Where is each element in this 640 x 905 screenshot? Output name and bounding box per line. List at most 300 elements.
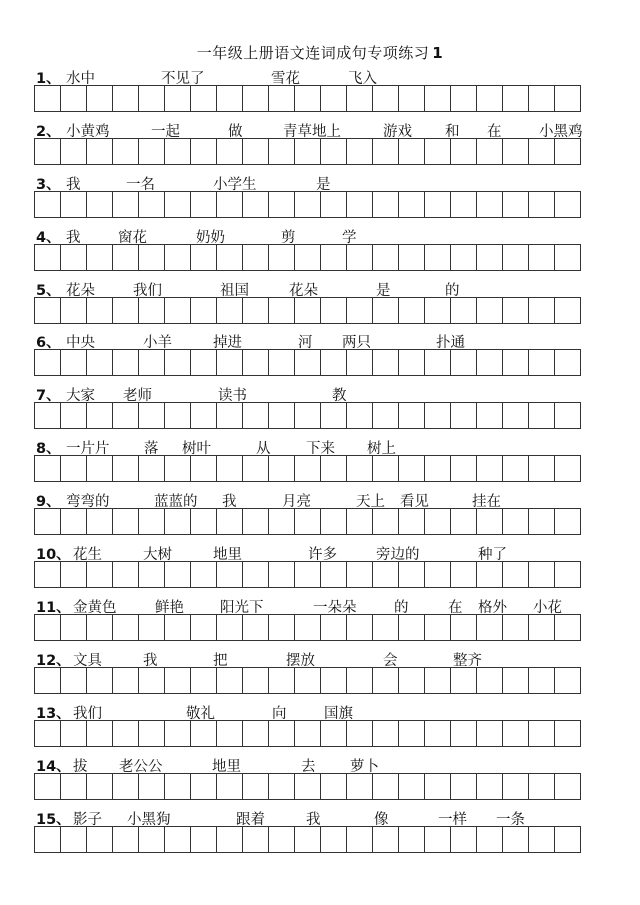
answer-cell[interactable] — [34, 191, 61, 218]
answer-cell[interactable] — [372, 138, 399, 165]
answer-cell[interactable] — [242, 561, 269, 588]
answer-cell[interactable] — [554, 773, 581, 800]
answer-cell[interactable] — [398, 614, 425, 641]
answer-cell[interactable] — [502, 773, 529, 800]
answer-cell[interactable] — [554, 667, 581, 694]
answer-cell[interactable] — [320, 349, 347, 376]
answer-cell[interactable] — [190, 349, 217, 376]
answer-cell[interactable] — [60, 773, 87, 800]
answer-cell[interactable] — [320, 720, 347, 747]
answer-cell[interactable] — [424, 244, 451, 271]
answer-cell[interactable] — [60, 667, 87, 694]
answer-cell[interactable] — [476, 508, 503, 535]
answer-cell[interactable] — [372, 561, 399, 588]
answer-cell[interactable] — [320, 297, 347, 324]
answer-cell[interactable] — [554, 244, 581, 271]
answer-cell[interactable] — [320, 244, 347, 271]
answer-cell[interactable] — [242, 826, 269, 853]
answer-cell[interactable] — [476, 773, 503, 800]
answer-cell[interactable] — [294, 297, 321, 324]
answer-grid[interactable] — [34, 402, 580, 429]
answer-cell[interactable] — [476, 561, 503, 588]
answer-cell[interactable] — [476, 138, 503, 165]
answer-cell[interactable] — [216, 349, 243, 376]
answer-cell[interactable] — [242, 455, 269, 482]
answer-cell[interactable] — [502, 508, 529, 535]
answer-grid[interactable] — [34, 244, 580, 271]
answer-cell[interactable] — [476, 349, 503, 376]
answer-grid[interactable] — [34, 826, 580, 853]
answer-cell[interactable] — [372, 614, 399, 641]
answer-cell[interactable] — [528, 826, 555, 853]
answer-cell[interactable] — [346, 667, 373, 694]
answer-cell[interactable] — [112, 614, 139, 641]
answer-cell[interactable] — [138, 826, 165, 853]
answer-cell[interactable] — [294, 667, 321, 694]
answer-cell[interactable] — [268, 85, 295, 112]
answer-cell[interactable] — [320, 85, 347, 112]
answer-cell[interactable] — [164, 85, 191, 112]
answer-cell[interactable] — [398, 667, 425, 694]
answer-cell[interactable] — [60, 614, 87, 641]
answer-cell[interactable] — [112, 773, 139, 800]
answer-cell[interactable] — [346, 720, 373, 747]
answer-cell[interactable] — [112, 667, 139, 694]
answer-cell[interactable] — [86, 826, 113, 853]
answer-cell[interactable] — [372, 349, 399, 376]
answer-cell[interactable] — [112, 508, 139, 535]
answer-cell[interactable] — [554, 826, 581, 853]
answer-cell[interactable] — [86, 402, 113, 429]
answer-cell[interactable] — [450, 85, 477, 112]
answer-cell[interactable] — [164, 508, 191, 535]
answer-grid[interactable] — [34, 349, 580, 376]
answer-cell[interactable] — [554, 614, 581, 641]
answer-cell[interactable] — [112, 402, 139, 429]
answer-cell[interactable] — [502, 614, 529, 641]
answer-cell[interactable] — [554, 191, 581, 218]
answer-cell[interactable] — [398, 720, 425, 747]
answer-cell[interactable] — [372, 297, 399, 324]
answer-cell[interactable] — [424, 667, 451, 694]
answer-cell[interactable] — [164, 191, 191, 218]
answer-cell[interactable] — [450, 773, 477, 800]
answer-cell[interactable] — [294, 244, 321, 271]
answer-cell[interactable] — [450, 402, 477, 429]
answer-cell[interactable] — [502, 349, 529, 376]
answer-cell[interactable] — [294, 455, 321, 482]
answer-cell[interactable] — [424, 826, 451, 853]
answer-cell[interactable] — [554, 508, 581, 535]
answer-cell[interactable] — [554, 402, 581, 429]
answer-cell[interactable] — [268, 138, 295, 165]
answer-cell[interactable] — [86, 297, 113, 324]
answer-cell[interactable] — [242, 349, 269, 376]
answer-cell[interactable] — [450, 720, 477, 747]
answer-cell[interactable] — [528, 402, 555, 429]
answer-cell[interactable] — [346, 138, 373, 165]
answer-cell[interactable] — [398, 455, 425, 482]
answer-cell[interactable] — [372, 508, 399, 535]
answer-cell[interactable] — [112, 85, 139, 112]
answer-cell[interactable] — [242, 138, 269, 165]
answer-cell[interactable] — [528, 773, 555, 800]
answer-cell[interactable] — [424, 349, 451, 376]
answer-cell[interactable] — [86, 773, 113, 800]
answer-cell[interactable] — [60, 138, 87, 165]
answer-cell[interactable] — [190, 138, 217, 165]
answer-cell[interactable] — [138, 191, 165, 218]
answer-cell[interactable] — [346, 297, 373, 324]
answer-cell[interactable] — [268, 614, 295, 641]
answer-cell[interactable] — [398, 349, 425, 376]
answer-cell[interactable] — [320, 402, 347, 429]
answer-cell[interactable] — [372, 85, 399, 112]
answer-cell[interactable] — [294, 720, 321, 747]
answer-cell[interactable] — [190, 402, 217, 429]
answer-cell[interactable] — [294, 773, 321, 800]
answer-cell[interactable] — [268, 191, 295, 218]
answer-cell[interactable] — [528, 191, 555, 218]
answer-cell[interactable] — [372, 720, 399, 747]
answer-cell[interactable] — [60, 455, 87, 482]
answer-cell[interactable] — [138, 402, 165, 429]
answer-cell[interactable] — [268, 773, 295, 800]
answer-cell[interactable] — [34, 244, 61, 271]
answer-grid[interactable] — [34, 773, 580, 800]
answer-cell[interactable] — [528, 455, 555, 482]
answer-cell[interactable] — [242, 191, 269, 218]
answer-cell[interactable] — [320, 667, 347, 694]
answer-cell[interactable] — [242, 614, 269, 641]
answer-cell[interactable] — [320, 138, 347, 165]
answer-cell[interactable] — [216, 561, 243, 588]
answer-cell[interactable] — [450, 614, 477, 641]
answer-cell[interactable] — [502, 138, 529, 165]
answer-cell[interactable] — [320, 561, 347, 588]
answer-cell[interactable] — [554, 85, 581, 112]
answer-cell[interactable] — [528, 349, 555, 376]
answer-cell[interactable] — [86, 508, 113, 535]
answer-cell[interactable] — [528, 508, 555, 535]
answer-cell[interactable] — [86, 349, 113, 376]
answer-cell[interactable] — [138, 614, 165, 641]
answer-cell[interactable] — [346, 402, 373, 429]
answer-cell[interactable] — [242, 402, 269, 429]
answer-cell[interactable] — [424, 455, 451, 482]
answer-cell[interactable] — [242, 773, 269, 800]
answer-cell[interactable] — [450, 349, 477, 376]
answer-cell[interactable] — [190, 85, 217, 112]
answer-cell[interactable] — [346, 561, 373, 588]
answer-cell[interactable] — [372, 191, 399, 218]
answer-cell[interactable] — [242, 297, 269, 324]
answer-cell[interactable] — [398, 85, 425, 112]
answer-cell[interactable] — [138, 297, 165, 324]
answer-cell[interactable] — [294, 508, 321, 535]
answer-cell[interactable] — [216, 667, 243, 694]
answer-cell[interactable] — [190, 455, 217, 482]
answer-cell[interactable] — [528, 614, 555, 641]
answer-cell[interactable] — [424, 720, 451, 747]
answer-cell[interactable] — [476, 85, 503, 112]
answer-cell[interactable] — [476, 244, 503, 271]
answer-cell[interactable] — [112, 297, 139, 324]
answer-cell[interactable] — [476, 720, 503, 747]
answer-cell[interactable] — [294, 138, 321, 165]
answer-cell[interactable] — [242, 667, 269, 694]
answer-cell[interactable] — [164, 402, 191, 429]
answer-cell[interactable] — [398, 561, 425, 588]
answer-cell[interactable] — [320, 614, 347, 641]
answer-cell[interactable] — [34, 720, 61, 747]
answer-cell[interactable] — [476, 826, 503, 853]
answer-cell[interactable] — [34, 561, 61, 588]
answer-cell[interactable] — [138, 773, 165, 800]
answer-cell[interactable] — [112, 826, 139, 853]
answer-cell[interactable] — [424, 402, 451, 429]
answer-cell[interactable] — [86, 614, 113, 641]
answer-cell[interactable] — [346, 85, 373, 112]
answer-cell[interactable] — [450, 191, 477, 218]
answer-cell[interactable] — [164, 561, 191, 588]
answer-cell[interactable] — [34, 773, 61, 800]
answer-cell[interactable] — [60, 191, 87, 218]
answer-cell[interactable] — [346, 508, 373, 535]
answer-cell[interactable] — [502, 402, 529, 429]
answer-cell[interactable] — [398, 508, 425, 535]
answer-cell[interactable] — [34, 138, 61, 165]
answer-cell[interactable] — [502, 720, 529, 747]
answer-cell[interactable] — [86, 720, 113, 747]
answer-cell[interactable] — [268, 508, 295, 535]
answer-cell[interactable] — [502, 561, 529, 588]
answer-cell[interactable] — [476, 297, 503, 324]
answer-grid[interactable] — [34, 297, 580, 324]
answer-cell[interactable] — [190, 614, 217, 641]
answer-cell[interactable] — [34, 402, 61, 429]
answer-grid[interactable] — [34, 508, 580, 535]
answer-cell[interactable] — [34, 297, 61, 324]
answer-cell[interactable] — [372, 244, 399, 271]
answer-cell[interactable] — [112, 244, 139, 271]
answer-grid[interactable] — [34, 85, 580, 112]
answer-cell[interactable] — [190, 773, 217, 800]
answer-cell[interactable] — [268, 244, 295, 271]
answer-cell[interactable] — [138, 244, 165, 271]
answer-cell[interactable] — [138, 138, 165, 165]
answer-cell[interactable] — [164, 614, 191, 641]
answer-cell[interactable] — [502, 455, 529, 482]
answer-cell[interactable] — [242, 85, 269, 112]
answer-cell[interactable] — [86, 455, 113, 482]
answer-cell[interactable] — [450, 297, 477, 324]
answer-cell[interactable] — [216, 297, 243, 324]
answer-cell[interactable] — [164, 667, 191, 694]
answer-grid[interactable] — [34, 614, 580, 641]
answer-cell[interactable] — [34, 826, 61, 853]
answer-cell[interactable] — [164, 244, 191, 271]
answer-cell[interactable] — [528, 244, 555, 271]
answer-cell[interactable] — [242, 508, 269, 535]
answer-cell[interactable] — [216, 720, 243, 747]
answer-cell[interactable] — [398, 244, 425, 271]
answer-cell[interactable] — [268, 667, 295, 694]
answer-cell[interactable] — [346, 826, 373, 853]
answer-cell[interactable] — [164, 826, 191, 853]
answer-cell[interactable] — [190, 191, 217, 218]
answer-cell[interactable] — [216, 508, 243, 535]
answer-cell[interactable] — [320, 773, 347, 800]
answer-cell[interactable] — [554, 720, 581, 747]
answer-cell[interactable] — [502, 826, 529, 853]
answer-cell[interactable] — [216, 191, 243, 218]
answer-cell[interactable] — [424, 561, 451, 588]
answer-cell[interactable] — [216, 826, 243, 853]
answer-cell[interactable] — [268, 720, 295, 747]
answer-cell[interactable] — [112, 720, 139, 747]
answer-cell[interactable] — [268, 561, 295, 588]
answer-cell[interactable] — [398, 402, 425, 429]
answer-cell[interactable] — [268, 402, 295, 429]
answer-cell[interactable] — [372, 667, 399, 694]
answer-cell[interactable] — [138, 349, 165, 376]
answer-cell[interactable] — [424, 297, 451, 324]
answer-cell[interactable] — [242, 720, 269, 747]
answer-grid[interactable] — [34, 191, 580, 218]
answer-cell[interactable] — [86, 138, 113, 165]
answer-cell[interactable] — [398, 826, 425, 853]
answer-grid[interactable] — [34, 138, 580, 165]
answer-cell[interactable] — [138, 720, 165, 747]
answer-cell[interactable] — [216, 773, 243, 800]
answer-grid[interactable] — [34, 667, 580, 694]
answer-cell[interactable] — [190, 561, 217, 588]
answer-cell[interactable] — [190, 667, 217, 694]
answer-cell[interactable] — [164, 455, 191, 482]
answer-cell[interactable] — [60, 244, 87, 271]
answer-cell[interactable] — [60, 402, 87, 429]
answer-cell[interactable] — [424, 508, 451, 535]
answer-cell[interactable] — [450, 508, 477, 535]
answer-cell[interactable] — [346, 773, 373, 800]
answer-cell[interactable] — [190, 508, 217, 535]
answer-cell[interactable] — [216, 455, 243, 482]
answer-cell[interactable] — [554, 561, 581, 588]
answer-cell[interactable] — [34, 667, 61, 694]
answer-grid[interactable] — [34, 720, 580, 747]
answer-cell[interactable] — [502, 297, 529, 324]
answer-cell[interactable] — [216, 244, 243, 271]
answer-cell[interactable] — [60, 720, 87, 747]
answer-cell[interactable] — [320, 826, 347, 853]
answer-cell[interactable] — [528, 720, 555, 747]
answer-cell[interactable] — [424, 138, 451, 165]
answer-cell[interactable] — [138, 667, 165, 694]
answer-cell[interactable] — [164, 138, 191, 165]
answer-cell[interactable] — [346, 614, 373, 641]
answer-cell[interactable] — [294, 614, 321, 641]
answer-cell[interactable] — [502, 85, 529, 112]
answer-cell[interactable] — [60, 349, 87, 376]
answer-cell[interactable] — [554, 455, 581, 482]
answer-cell[interactable] — [190, 720, 217, 747]
answer-cell[interactable] — [320, 455, 347, 482]
answer-cell[interactable] — [528, 138, 555, 165]
answer-cell[interactable] — [424, 773, 451, 800]
answer-cell[interactable] — [294, 402, 321, 429]
answer-cell[interactable] — [502, 667, 529, 694]
answer-cell[interactable] — [60, 561, 87, 588]
answer-cell[interactable] — [450, 244, 477, 271]
answer-cell[interactable] — [398, 191, 425, 218]
answer-cell[interactable] — [346, 349, 373, 376]
answer-cell[interactable] — [398, 773, 425, 800]
answer-cell[interactable] — [112, 138, 139, 165]
answer-cell[interactable] — [398, 138, 425, 165]
answer-cell[interactable] — [268, 826, 295, 853]
answer-cell[interactable] — [320, 508, 347, 535]
answer-cell[interactable] — [294, 561, 321, 588]
answer-cell[interactable] — [528, 85, 555, 112]
answer-cell[interactable] — [554, 297, 581, 324]
answer-cell[interactable] — [164, 720, 191, 747]
answer-cell[interactable] — [164, 773, 191, 800]
answer-cell[interactable] — [86, 244, 113, 271]
answer-cell[interactable] — [424, 614, 451, 641]
answer-cell[interactable] — [242, 244, 269, 271]
answer-cell[interactable] — [86, 561, 113, 588]
answer-cell[interactable] — [190, 826, 217, 853]
answer-cell[interactable] — [528, 297, 555, 324]
answer-cell[interactable] — [528, 667, 555, 694]
answer-cell[interactable] — [190, 297, 217, 324]
answer-cell[interactable] — [294, 191, 321, 218]
answer-cell[interactable] — [34, 349, 61, 376]
answer-cell[interactable] — [112, 455, 139, 482]
answer-cell[interactable] — [268, 349, 295, 376]
answer-cell[interactable] — [398, 297, 425, 324]
answer-cell[interactable] — [190, 244, 217, 271]
answer-cell[interactable] — [372, 402, 399, 429]
answer-cell[interactable] — [86, 667, 113, 694]
answer-cell[interactable] — [216, 85, 243, 112]
answer-cell[interactable] — [112, 561, 139, 588]
answer-cell[interactable] — [528, 561, 555, 588]
answer-cell[interactable] — [294, 85, 321, 112]
answer-cell[interactable] — [372, 773, 399, 800]
answer-cell[interactable] — [320, 191, 347, 218]
answer-cell[interactable] — [268, 455, 295, 482]
answer-cell[interactable] — [476, 455, 503, 482]
answer-cell[interactable] — [138, 455, 165, 482]
answer-cell[interactable] — [502, 244, 529, 271]
answer-cell[interactable] — [216, 402, 243, 429]
answer-cell[interactable] — [346, 455, 373, 482]
answer-cell[interactable] — [164, 297, 191, 324]
answer-cell[interactable] — [476, 191, 503, 218]
answer-cell[interactable] — [502, 191, 529, 218]
answer-cell[interactable] — [346, 244, 373, 271]
answer-cell[interactable] — [450, 455, 477, 482]
answer-cell[interactable] — [112, 349, 139, 376]
answer-cell[interactable] — [372, 455, 399, 482]
answer-cell[interactable] — [60, 85, 87, 112]
answer-cell[interactable] — [268, 297, 295, 324]
answer-cell[interactable] — [554, 138, 581, 165]
answer-cell[interactable] — [216, 614, 243, 641]
answer-cell[interactable] — [424, 191, 451, 218]
